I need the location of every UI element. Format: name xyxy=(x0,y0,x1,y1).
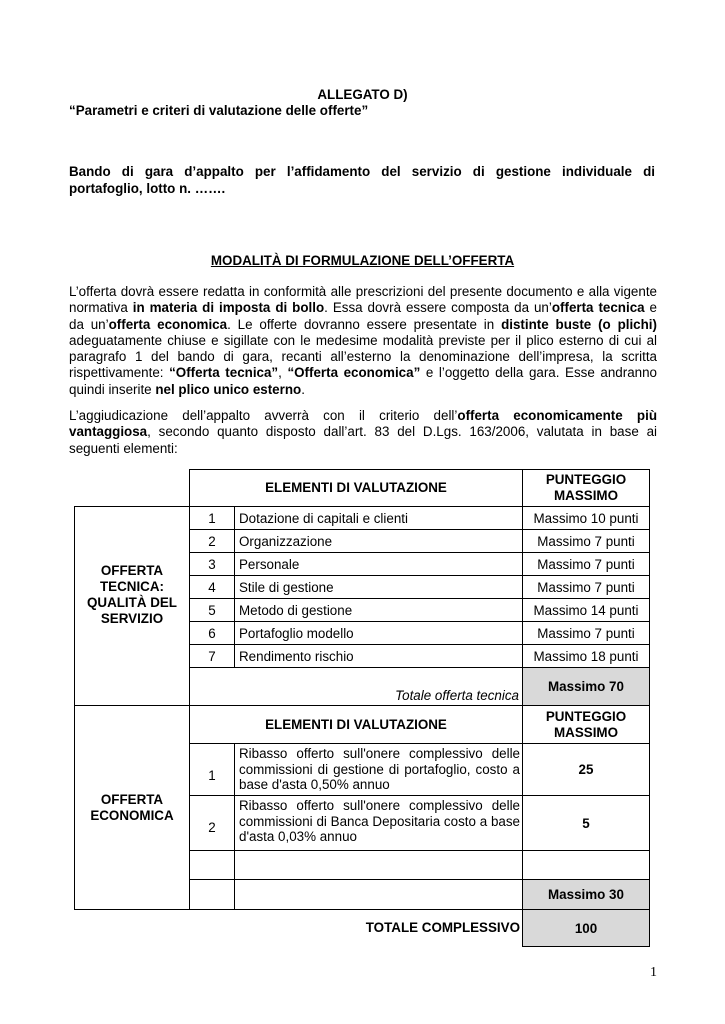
row-number: 5 xyxy=(189,598,235,622)
offerta-tecnica-label xyxy=(74,506,190,706)
row-score: Massimo 7 punti xyxy=(522,529,650,553)
label-line: OFFERTA xyxy=(100,563,164,578)
row-number: 3 xyxy=(189,552,235,576)
row-description: Rendimento rischio xyxy=(234,644,523,668)
description-line: commissioni di Banca Depositaria costo a base xyxy=(239,813,520,829)
label-line: OFFERTA xyxy=(100,791,164,807)
row-description: Portafoglio modello xyxy=(234,621,523,645)
row-number: 7 xyxy=(189,644,235,668)
description-line: Ribasso offerto sull'onere complessivo delle xyxy=(239,798,520,813)
header-punteggio-line: PUNTEGGIO xyxy=(545,472,627,487)
header-punteggio-line: PUNTEGGIO xyxy=(545,708,627,724)
row-number: 6 xyxy=(189,621,235,645)
row-description: Metodo di gestione xyxy=(234,598,523,622)
row-description xyxy=(234,743,523,796)
label-line: SERVIZIO xyxy=(100,611,164,626)
row-score: 25 xyxy=(522,743,650,796)
empty-cell xyxy=(234,850,523,880)
totale-economica-value: Massimo 30 xyxy=(522,879,650,910)
totale-tecnica-value: Massimo 70 xyxy=(522,667,650,706)
label-line: TECNICA: xyxy=(100,579,164,594)
row-score: Massimo 7 punti xyxy=(522,621,650,645)
text-line: da un’offerta economica. Le offerte dovranno essere presentate in distinte buste (o plichi) xyxy=(69,316,657,332)
text-line: L’aggiudicazione dell’appalto avverrà con il criterio dell’offerta economicamente più xyxy=(69,408,657,423)
tender-title-line: portafoglio, lotto n. ……. xyxy=(69,181,226,196)
header-punteggio xyxy=(522,705,650,744)
empty-cell xyxy=(522,850,650,880)
description-line: Ribasso offerto sull'onere complessivo delle xyxy=(239,746,520,761)
paragraph-award-criterion xyxy=(69,408,657,457)
row-description xyxy=(234,795,523,851)
totale-complessivo-label: TOTALE COMPLESSIVO xyxy=(365,920,520,935)
offerta-economica-label xyxy=(74,705,190,910)
totale-tecnica-label: Totale offerta tecnica xyxy=(189,667,523,706)
row-number: 1 xyxy=(189,506,235,530)
description-line: d'asta 0,03% annuo xyxy=(239,829,357,845)
text-line: vantaggiosa, secondo quanto disposto dall’art. 83 del D.Lgs. 163/2006, valutata in base ai xyxy=(69,424,657,440)
tender-title xyxy=(69,163,655,197)
text-line: quindi inserite nel plico unico esterno. xyxy=(69,381,305,397)
tender-title-line: Bando di gara d’appalto per l’affidamento del servizio di gestione individuale di xyxy=(69,164,655,179)
text-line: rispettivamente: “Offerta tecnica”, “Offerta economica” e l’oggetto della gara. Esse andranno xyxy=(69,365,657,381)
header-elementi: ELEMENTI DI VALUTAZIONE xyxy=(189,705,523,744)
annex-title: ALLEGATO D) xyxy=(317,87,408,102)
text-line: L’offerta dovrà essere redatta in conformità alle prescrizioni del presente documento e alla vigente xyxy=(69,284,657,299)
row-score: 5 xyxy=(522,795,650,851)
label-line: QUALITÀ DEL xyxy=(86,595,177,610)
text-line: seguenti elementi: xyxy=(69,440,178,456)
label-line: ECONOMICA xyxy=(90,807,174,823)
header-punteggio xyxy=(522,469,650,507)
row-description: Dotazione di capitali e clienti xyxy=(234,506,523,530)
row-score: Massimo 10 punti xyxy=(522,506,650,530)
row-number: 2 xyxy=(189,795,235,851)
paragraph-offer-rules xyxy=(69,284,657,398)
section-title: MODALITÀ DI FORMULAZIONE DELL’OFFERTA xyxy=(210,253,515,268)
row-number: 4 xyxy=(189,575,235,599)
row-description: Organizzazione xyxy=(234,529,523,553)
description-line: commissioni di gestione di portafoglio, costo a xyxy=(239,761,520,777)
header-punteggio-line: MASSIMO xyxy=(554,724,618,740)
row-description: Stile di gestione xyxy=(234,575,523,599)
row-score: Massimo 7 punti xyxy=(522,575,650,599)
page-number: 1 xyxy=(650,965,657,980)
row-number: 2 xyxy=(189,529,235,553)
row-number: 1 xyxy=(189,743,235,796)
text-line: normativa in materia di imposta di bollo. Essa dovrà essere composta da un’offerta tecnica e xyxy=(69,300,658,316)
header-punteggio-line: MASSIMO xyxy=(554,488,618,503)
document-subtitle: “Parametri e criteri di valutazione delle offerte” xyxy=(69,103,369,118)
text-line: paragrafo 1 del bando di gara, recanti all’esterno la denominazione dell’impresa, la scritta xyxy=(69,349,657,365)
empty-cell xyxy=(189,879,235,910)
row-score: Massimo 7 punti xyxy=(522,552,650,576)
empty-cell xyxy=(189,850,235,880)
header-elementi: ELEMENTI DI VALUTAZIONE xyxy=(189,469,523,507)
row-description: Personale xyxy=(234,552,523,576)
row-score: Massimo 18 punti xyxy=(522,644,650,668)
text-line: adeguatamente chiuse e sigillate con le medesime modalità previste per il plico esterno di cui al xyxy=(69,332,657,348)
description-line: base d'asta 0,50% annuo xyxy=(239,777,390,793)
totale-complessivo-value: 100 xyxy=(522,909,650,947)
row-score: Massimo 14 punti xyxy=(522,598,650,622)
empty-cell xyxy=(234,879,523,910)
